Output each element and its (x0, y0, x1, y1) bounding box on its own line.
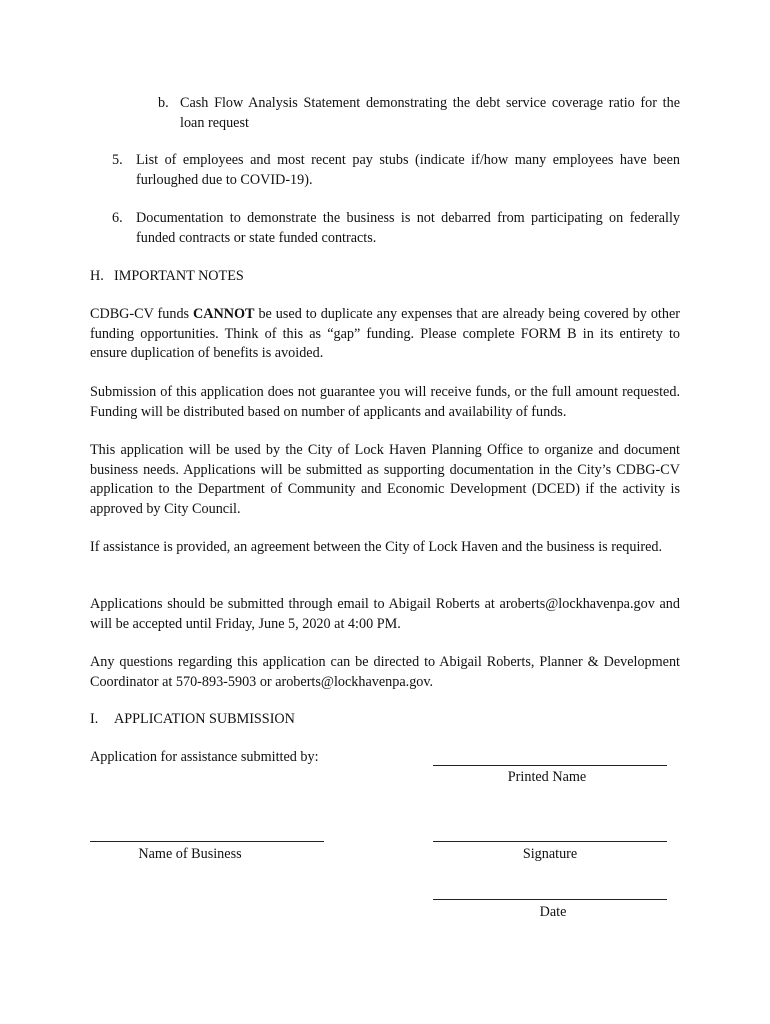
section-letter: H. (90, 268, 104, 284)
note-paragraph-agreement: If assistance is provided, an agreement between the City of Lock Haven and the business is required. (90, 539, 663, 555)
list-item-text: Documentation to demonstrate the business is not debarred from participating on federally funded contracts or state funded contracts. (136, 210, 680, 246)
section-title: IMPORTANT NOTES (114, 268, 244, 284)
list-marker: 6. (112, 210, 123, 226)
emphasis-cannot: CANNOT (193, 306, 255, 322)
note-paragraph-submission-email: Applications should be submitted through email to Abigail Roberts at aroberts@lockhavenpa.gov and will be accepted until Friday, June 5, 2020 at 4:00 PM. (90, 596, 680, 632)
printed-name-label: Printed Name (507, 769, 587, 785)
note-paragraph-planning-office: This application will be used by the City of Lock Haven Planning Office to organize and document business needs. Applications will be submitted as supporting documentation in the City’s CDBG-CV application to the Department of Community and Economic Development (DCED) if the activity is approved by City Council. (90, 442, 680, 517)
signature-line[interactable] (433, 841, 667, 842)
note-text: CDBG-CV funds (90, 306, 194, 322)
note-paragraph-gap-funding (90, 305, 680, 364)
signature-label: Signature (522, 846, 578, 862)
submission-intro: Application for assistance submitted by: (90, 749, 319, 765)
list-marker: b. (158, 95, 169, 111)
date-label: Date (539, 904, 567, 920)
list-item-text: List of employees and most recent pay stubs (indicate if/how many employees have been furloughed due to COVID-19). (136, 152, 680, 188)
list-marker: 5. (112, 152, 123, 168)
note-paragraph-no-guarantee: Submission of this application does not guarantee you will receive funds, or the full amount requested. Funding will be distributed based on number of applicants and availability of funds. (90, 384, 680, 420)
list-item-text: Cash Flow Analysis Statement demonstrating the debt service coverage ratio for the loan request (180, 95, 680, 131)
business-name-line[interactable] (90, 841, 324, 842)
note-text: be used to duplicate any expenses that are already being covered by other funding opportunities. Think of this as “gap” funding. Please complete FORM B in its entirety to ensure duplication of benefits is avoided. (90, 306, 680, 361)
business-name-label: Name of Business (138, 846, 242, 862)
section-title: APPLICATION SUBMISSION (114, 711, 295, 727)
list-item-debarment (112, 209, 680, 248)
list-item-cash-flow (158, 94, 680, 133)
date-line[interactable] (433, 899, 667, 900)
section-letter: I. (90, 711, 99, 727)
section-h-heading (90, 267, 244, 287)
list-item-employees (112, 151, 680, 190)
section-i-heading (90, 710, 295, 730)
printed-name-line[interactable] (433, 765, 667, 766)
note-paragraph-questions: Any questions regarding this application can be directed to Abigail Roberts, Planner & Development Coordinator at 570-893-5903 or aroberts@lockhavenpa.gov. (90, 654, 680, 690)
